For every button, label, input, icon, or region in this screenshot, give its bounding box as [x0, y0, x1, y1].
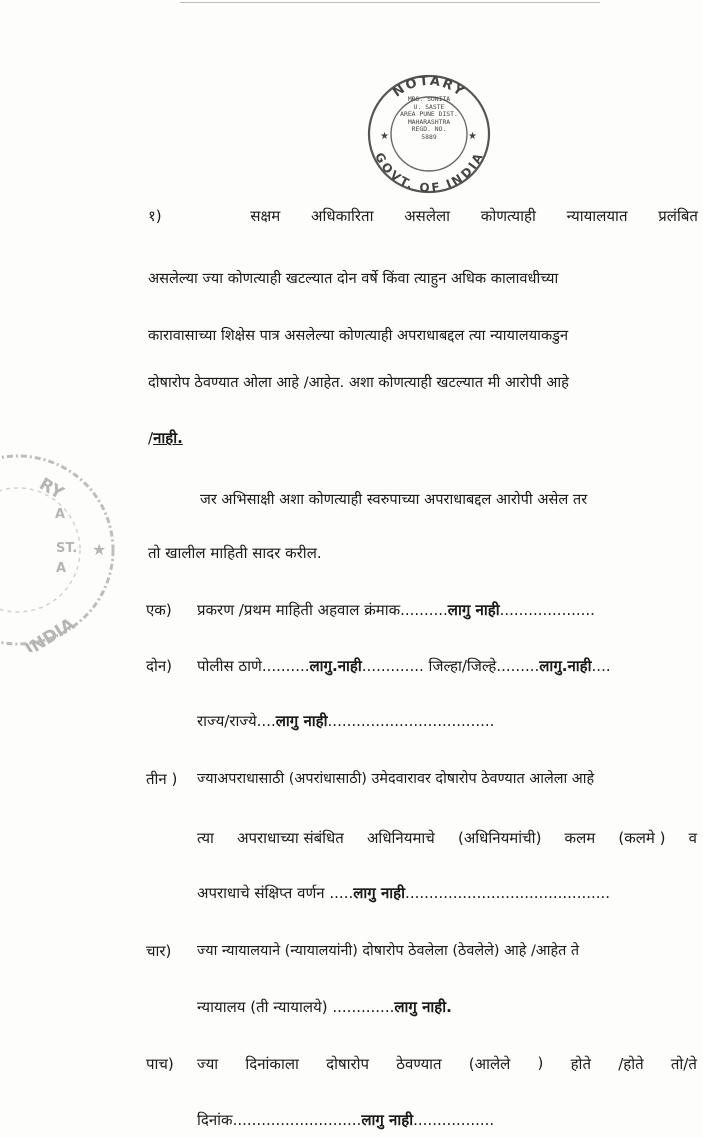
- para1-line1: [148, 206, 698, 226]
- para1-word: अधिकारिता: [311, 207, 374, 225]
- para1-word: न्यायालयात: [566, 207, 628, 225]
- item-ek-line: [197, 600, 595, 620]
- item-teen-label: तीन ): [146, 770, 178, 788]
- item-pach-word: (आलेले: [468, 1055, 511, 1073]
- item-pach-word: दोषारोप: [326, 1055, 370, 1073]
- item-pach-text2: दिनांक...........................: [197, 1111, 362, 1129]
- item-teen-line3: [197, 883, 610, 903]
- item-pach-word: ज्या: [197, 1055, 219, 1073]
- item-char-value2: लागु नाही.: [394, 998, 452, 1016]
- item-char-text2: न्यायालय (ती न्यायालये) .............: [197, 998, 395, 1016]
- para1-line4: दोषारोप ठेवण्यात ओला आहे /आहेत. अशा कोणत्याही खटल्यात मी आरोपी आहे: [148, 374, 569, 391]
- item-ek-text: प्रकरण /प्रथम माहिती अहवाल क्रंमाक..........: [197, 601, 448, 619]
- top-edge-line: [180, 2, 600, 3]
- para1-line3: कारावासाच्या शिक्षेस पात्र असलेल्या कोणत्याही अपराधाबद्दल त्या न्यायालयाकडुन: [148, 327, 569, 344]
- notary-seal: [366, 73, 492, 195]
- seal-line: U. SASTE: [413, 102, 445, 111]
- seal-line: REGD. NO.: [411, 125, 447, 134]
- item-pach-word: तो/ते: [670, 1055, 697, 1073]
- seal-line: MAHARASHTRA: [407, 117, 451, 126]
- item-don-text1: पोलीस ठाणे..........: [197, 657, 310, 675]
- seal-star-right-icon: ★: [468, 131, 477, 142]
- item-pach-label: पाच): [146, 1055, 174, 1073]
- item-teen-word: (अधिनियमांची): [457, 829, 542, 847]
- faded-seal-fragment: A: [56, 561, 67, 576]
- seal-star-left-icon: ★: [380, 131, 389, 142]
- item-pach-value2: लागु नाही: [361, 1111, 414, 1129]
- item-don-trail1: ............. जिल्हा/जिल्हे.........: [361, 657, 540, 675]
- item-pach-line2: [197, 1110, 494, 1130]
- item-don-trail3: ...................................: [327, 712, 495, 730]
- item-pach-word: होते: [570, 1055, 591, 1073]
- item-ek-trail: ....................: [499, 601, 595, 619]
- item-teen-line1: ज्याअपराधासाठी (अपरांधासाठी) उमेदवारावर दोषारोप ठेवण्यात आलेला आहे: [197, 771, 595, 787]
- item-pach-word: ): [537, 1054, 544, 1072]
- faded-seal-fragment: A: [55, 507, 66, 522]
- faded-seal-fragment: ST.: [56, 541, 78, 556]
- seal-inner-text: [393, 96, 465, 142]
- item-teen-word: अपराधाच्या संबंधित: [237, 829, 344, 847]
- item-don-value3: लागु नाही: [275, 712, 328, 730]
- item-char-line2: [197, 997, 452, 1017]
- para2-line2: तो खालील माहिती सादर करील.: [148, 544, 322, 562]
- item-don-label: दोन): [146, 657, 173, 675]
- item-teen-word: त्या: [197, 829, 214, 847]
- item-char-line1: ज्या न्यायालयाने (न्यायालयांनी) दोषारोप ठेवलेला (ठेवलेले) आहे /आहेत ते: [197, 943, 580, 959]
- item-don-line1: [197, 656, 611, 676]
- item-ek-value: लागु नाही: [447, 601, 500, 619]
- seal-line: MRS. SUNITA: [407, 95, 451, 103]
- para1-word: प्रलंबित: [658, 207, 698, 225]
- item-pach-word: /होते: [618, 1055, 644, 1073]
- item-teen-word: कलम: [564, 829, 596, 847]
- faded-seal-fragment: RY: [35, 474, 67, 504]
- item-teen-word: व: [688, 829, 697, 847]
- item-don-value2: लागु.नाही: [539, 657, 592, 675]
- faded-seal-star-icon: ★: [92, 540, 107, 559]
- para1-word: असलेला: [404, 207, 451, 225]
- svg-text:GOVT. OF INDIA: [372, 150, 486, 195]
- item-teen-word: अधिनियमाचे: [366, 829, 435, 847]
- item-teen-text3: अपराधाचे संक्षिप्त वर्णन .....: [197, 884, 354, 902]
- item-don-text3: राज्य/राज्ये....: [197, 712, 276, 730]
- item-pach-trail2: .................: [413, 1111, 495, 1129]
- para1-line2: असलेल्या ज्या कोणत्याही खटल्यात दोन वर्षे किंवा त्याहुन अधिक कालावधीच्या: [148, 270, 559, 287]
- para1-word: कोणत्याही: [480, 207, 536, 225]
- faded-seal-fragment: INDIA: [21, 614, 79, 652]
- seal-line: AREA PUNE DIST.: [400, 110, 458, 119]
- para2-line1: जर अभिसाक्षी अशा कोणत्याही स्वरुपाच्या अपराधाबद्दल आरोपी असेल तर: [200, 491, 588, 508]
- item-teen-value3: लागु नाही: [353, 884, 406, 902]
- item-don-line2: [197, 711, 494, 731]
- item-don-trail2: ....: [591, 657, 611, 675]
- item-teen-word: (कलमे ): [618, 829, 666, 847]
- para1-word: सक्षम: [250, 207, 281, 225]
- item-don-value1: लागु.नाही: [309, 657, 362, 675]
- item-pach-word: दिनांकाला: [245, 1055, 299, 1073]
- seal-bottom-text: GOVT. OF INDIA: [372, 150, 486, 195]
- item-pach-word: ठेवण्यात: [396, 1055, 442, 1073]
- para1-line5: [148, 428, 183, 448]
- item-ek-label: एक): [146, 601, 172, 619]
- seal-line: 5889: [421, 132, 437, 141]
- faded-seal-rings: [0, 452, 140, 652]
- para1-number: १): [148, 207, 162, 225]
- seal-top-text: NOTARY: [390, 73, 468, 101]
- item-teen-trail3: ...........................................: [405, 884, 611, 902]
- item-teen-line2: [197, 828, 697, 848]
- nahi-underlined: नाही.: [153, 429, 183, 447]
- slash-text: /: [148, 429, 154, 447]
- item-char-label: चार): [146, 942, 172, 960]
- item-pach-line1: [197, 1054, 697, 1074]
- faded-side-seal: [0, 452, 140, 652]
